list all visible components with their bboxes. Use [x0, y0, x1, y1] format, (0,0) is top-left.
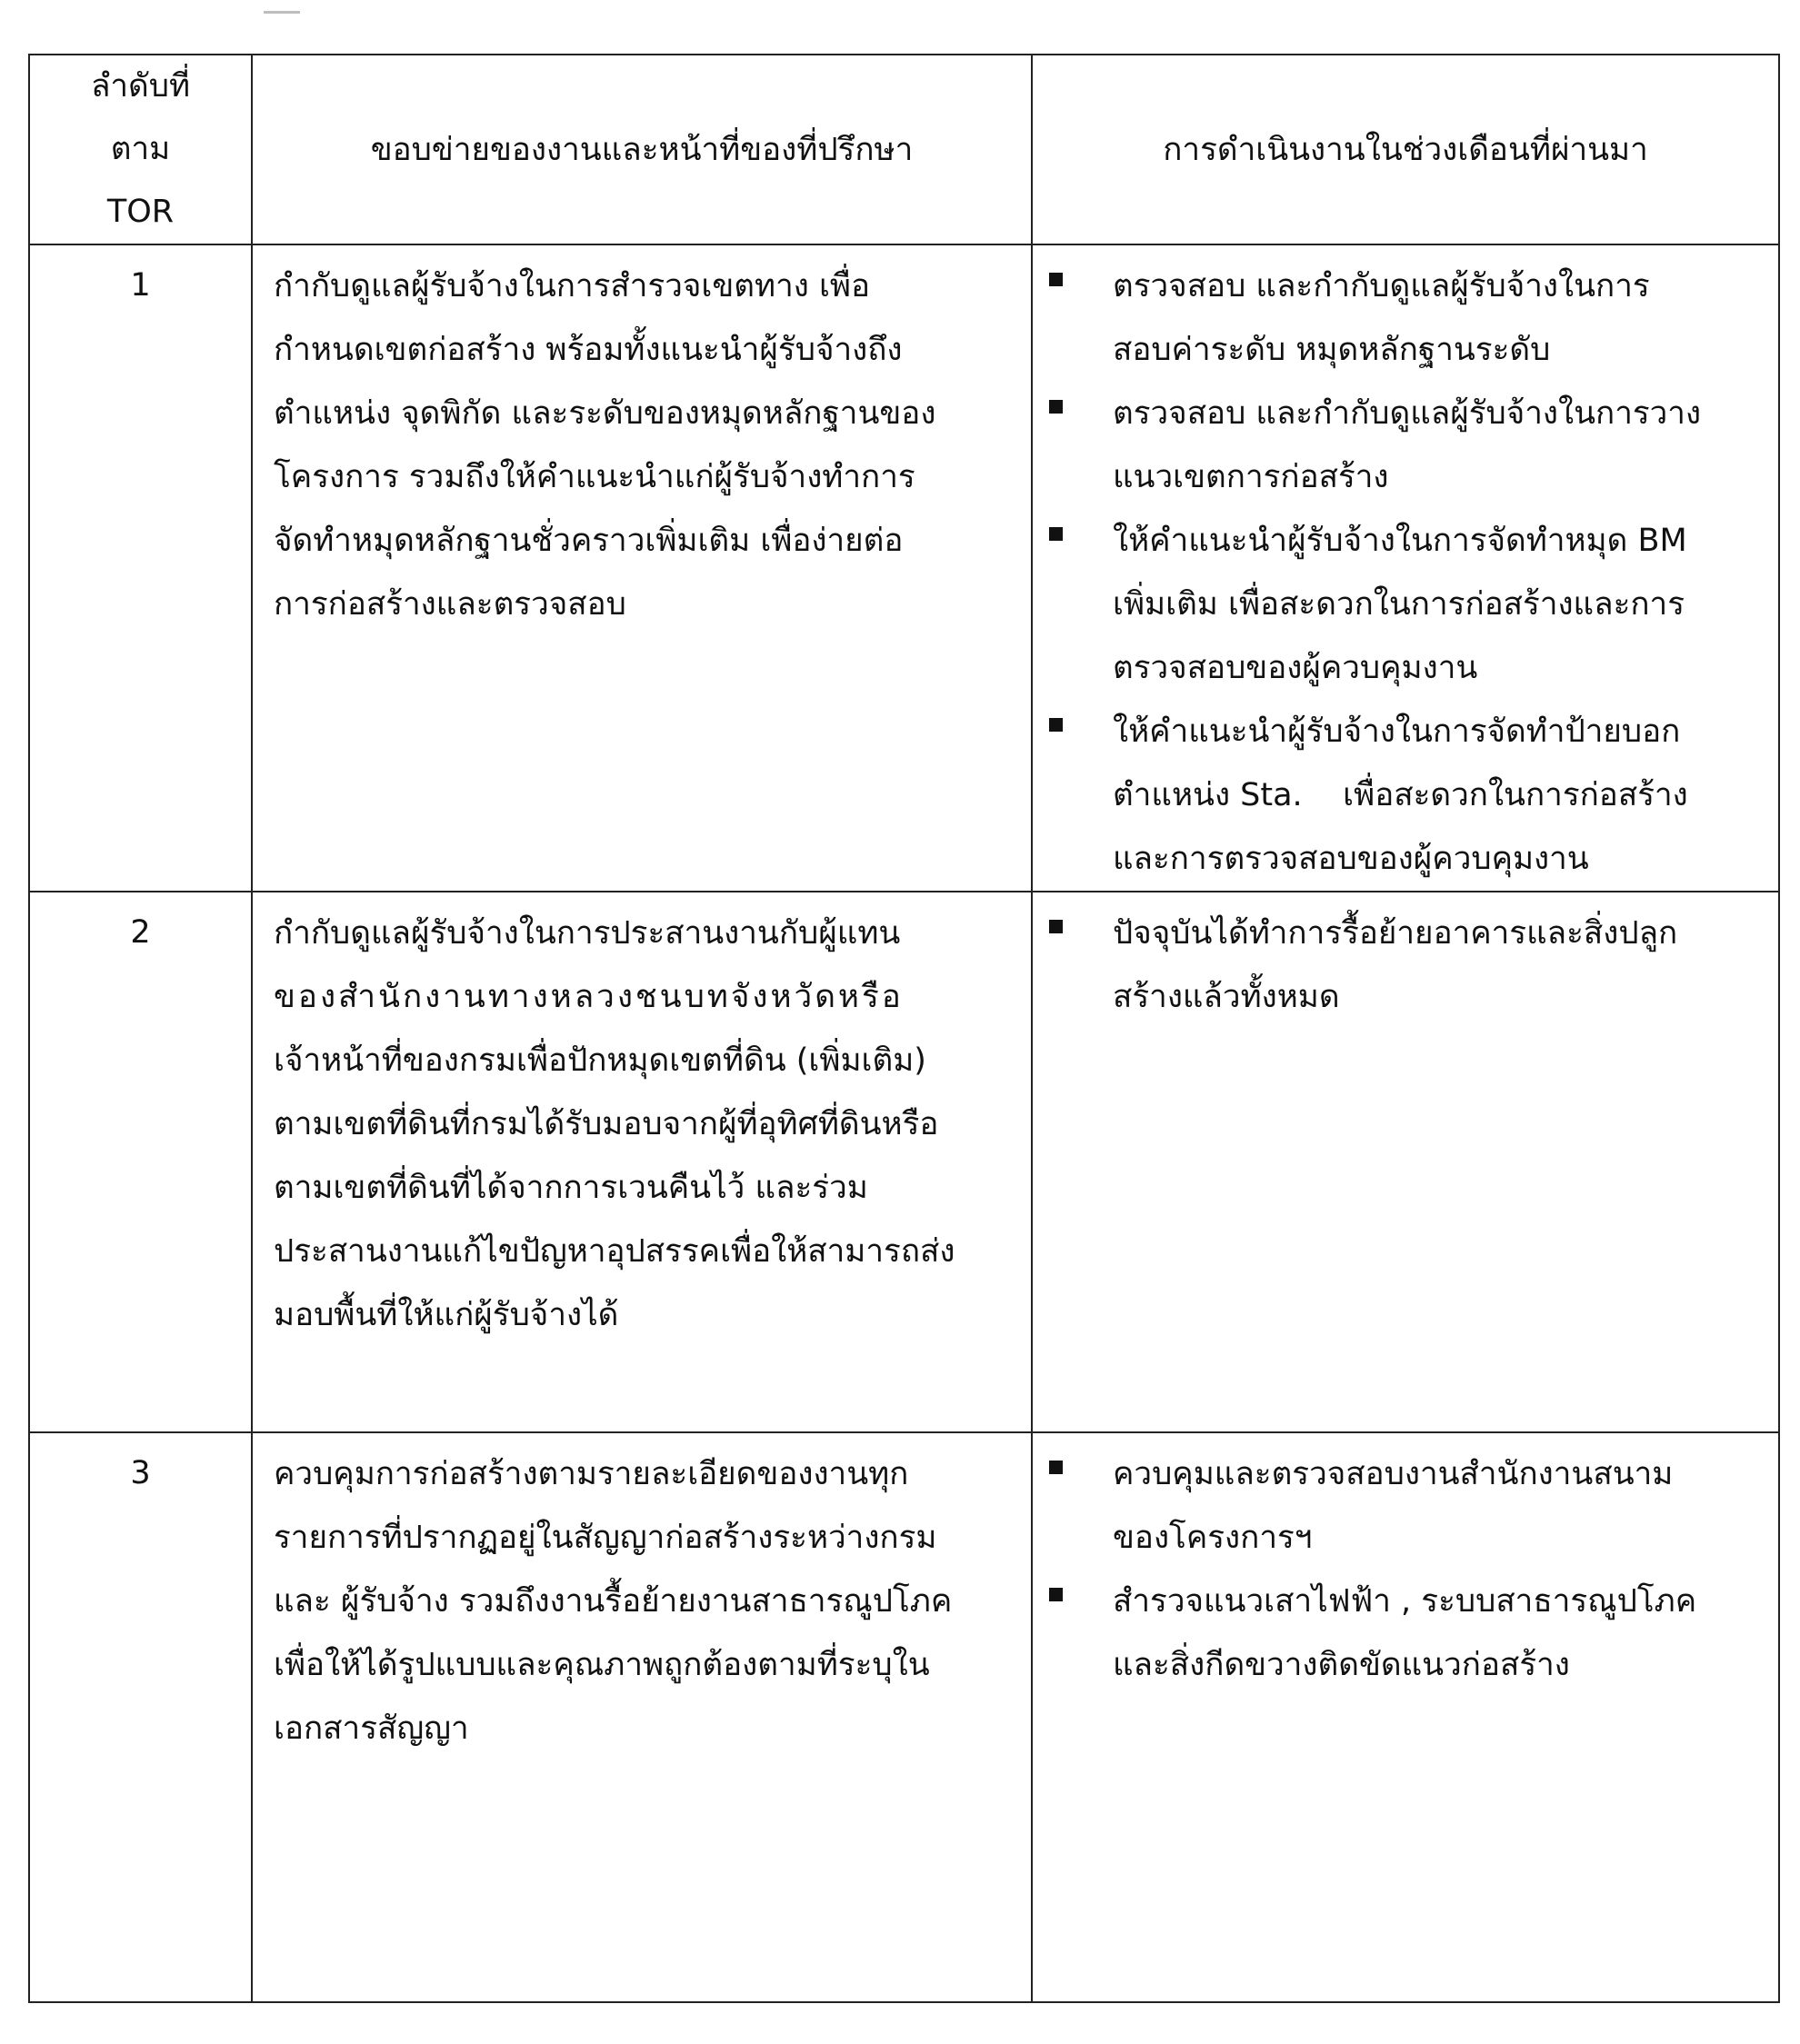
work-line: ควบคุมและตรวจสอบงานสำนักงานสนาม	[1113, 1456, 1674, 1492]
scope-line: ของสำนักงานทางหลวงชนบทจังหวัดหรือ	[274, 979, 904, 1015]
work-item	[1049, 382, 1758, 509]
scope-line: ตำแหน่ง จุดพิกัด และระดับของหมุดหลักฐานของ	[274, 395, 936, 432]
square-bullet-icon	[1049, 1588, 1063, 1601]
scope-line: ประสานงานแก้ไขปัญหาอุปสรรคเพื่อให้สามารถส่ง	[274, 1233, 955, 1270]
work-line: ตรวจสอบของผู้ควบคุมงาน	[1113, 650, 1478, 686]
work-item	[1049, 1570, 1758, 1697]
header-tor-number	[29, 55, 252, 244]
square-bullet-icon	[1049, 527, 1063, 541]
work-line: ให้คำแนะนำผู้รับจ้างในการจัดทำหมุด BM	[1113, 523, 1687, 559]
work-item	[1049, 509, 1758, 700]
work-line: แนวเขตการก่อสร้าง	[1113, 459, 1389, 495]
work-cell	[1032, 892, 1779, 1432]
square-bullet-icon	[1049, 920, 1063, 933]
scope-line: รายการที่ปรากฏอยู่ในสัญญาก่อสร้างระหว่างกรม	[274, 1520, 937, 1556]
work-line: ตรวจสอบ และกำกับดูแลผู้รับจ้างในการ	[1113, 268, 1650, 304]
work-line: ให้คำแนะนำผู้รับจ้างในการจัดทำป้ายบอก	[1113, 713, 1681, 750]
header-tor-number-line-2: ตาม	[110, 131, 171, 167]
work-line: สร้างแล้วทั้งหมด	[1113, 979, 1340, 1015]
work-line: สำรวจแนวเสาไฟฟ้า , ระบบสาธารณูปโภค	[1113, 1583, 1697, 1620]
scope-line: กำกับดูแลผู้รับจ้างในการสำรวจเขตทาง เพื่อ	[274, 268, 871, 304]
square-bullet-icon	[1049, 400, 1063, 414]
header-tor-number-line-3: TOR	[106, 194, 175, 230]
work-item	[1049, 1442, 1758, 1570]
header-scope: ขอบข่ายของงานและหน้าที่ของที่ปรึกษา	[252, 55, 1032, 244]
work-cell	[1032, 244, 1779, 892]
square-bullet-icon	[1049, 718, 1063, 732]
scope-line: ตามเขตที่ดินที่ได้จากการเวนคืนไว้ และร่วม	[274, 1170, 868, 1206]
work-list	[1049, 1442, 1758, 1697]
header-work-done: การดำเนินงานในช่วงเดือนที่ผ่านมา	[1032, 55, 1779, 244]
work-line: เพิ่มเติม เพื่อสะดวกในการก่อสร้างและการ	[1113, 586, 1685, 623]
work-line: และสิ่งกีดขวางติดขัดแนวก่อสร้าง	[1113, 1647, 1570, 1683]
scope-line: โครงการ รวมถึงให้คำแนะนำแก่ผู้รับจ้างทำการ	[274, 459, 915, 495]
square-bullet-icon	[1049, 273, 1063, 286]
work-line: ตรวจสอบ และกำกับดูแลผู้รับจ้างในการวาง	[1113, 395, 1702, 432]
table-header-row	[29, 55, 1779, 244]
scope-line: เอกสารสัญญา	[274, 1710, 469, 1747]
scope-line: มอบพื้นที่ให้แก่ผู้รับจ้างได้	[274, 1297, 619, 1333]
work-item	[1049, 254, 1758, 382]
scope-cell	[252, 244, 1032, 892]
scope-line: กำกับดูแลผู้รับจ้างในการประสานงานกับผู้แทน	[274, 915, 901, 952]
work-line: สอบค่าระดับ หมุดหลักฐานระดับ	[1113, 332, 1551, 368]
scope-line: เจ้าหน้าที่ของกรมเพื่อปักหมุดเขตที่ดิน (เพิ่มเติม)	[274, 1042, 926, 1079]
scope-line: จัดทำหมุดหลักฐานชั่วคราวเพิ่มเติม เพื่อง่ายต่อ	[274, 523, 904, 559]
scope-line: การก่อสร้างและตรวจสอบ	[274, 586, 626, 623]
page-top-fragment	[264, 0, 300, 14]
work-item	[1049, 902, 1758, 1029]
work-cell	[1032, 1432, 1779, 2002]
scope-line: และ ผู้รับจ้าง รวมถึงงานรื้อย้ายงานสาธารณูปโภค	[274, 1583, 953, 1620]
work-line: ตำแหน่ง Sta. เพื่อสะดวกในการก่อสร้าง	[1113, 777, 1688, 813]
progress-report-table	[28, 54, 1780, 2003]
work-list	[1049, 902, 1758, 1029]
work-item	[1049, 700, 1758, 891]
scope-line: กำหนดเขตก่อสร้าง พร้อมทั้งแนะนำผู้รับจ้างถึง	[274, 332, 903, 368]
scope-line: ตามเขตที่ดินที่กรมได้รับมอบจากผู้ที่อุทิศที่ดินหรือ	[274, 1106, 939, 1142]
header-tor-number-line-1: ลำดับที่	[90, 68, 191, 105]
work-line: ของโครงการฯ	[1113, 1520, 1313, 1556]
table-row	[29, 1432, 1779, 2002]
work-line: และการตรวจสอบของผู้ควบคุมงาน	[1113, 841, 1589, 877]
row-number: 1	[29, 244, 252, 892]
square-bullet-icon	[1049, 1461, 1063, 1474]
work-line: ปัจจุบันได้ทำการรื้อย้ายอาคารและสิ่งปลูก	[1113, 915, 1678, 952]
table-row	[29, 892, 1779, 1432]
scope-cell	[252, 1432, 1032, 2002]
scope-cell	[252, 892, 1032, 1432]
scope-line: ควบคุมการก่อสร้างตามรายละเอียดของงานทุก	[274, 1456, 909, 1492]
work-list	[1049, 254, 1758, 891]
table-row	[29, 244, 1779, 892]
row-number: 2	[29, 892, 252, 1432]
row-number: 3	[29, 1432, 252, 2002]
scope-line: เพื่อให้ได้รูปแบบและคุณภาพถูกต้องตามที่ระบุใน	[274, 1647, 930, 1683]
